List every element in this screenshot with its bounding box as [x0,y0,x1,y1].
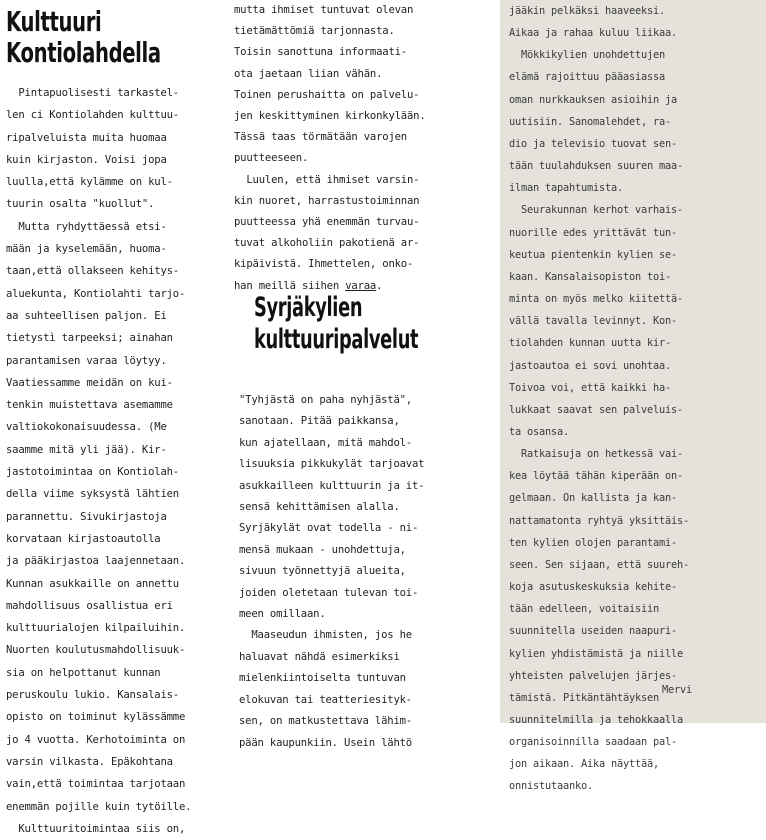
article2-col2-line: vällä tavalla levinnyt. Kon- [509,315,677,328]
article2-col1-line: sen, on matkustettava lähim- [239,715,412,728]
article1-col1-line: aa suhteellisen paljon. Ei [6,309,167,322]
article2-col2-line: Seurakunnan kerhot varhais- [509,204,683,217]
article1-col1-line: len ci Kontiolahden kulttuu- [6,109,179,122]
article2-col2-line: keutua pientenkin kylien se- [509,248,677,261]
article1-col1-line: korvataan kirjastoautolla [6,532,161,545]
article2-col1-line: "Tyhjästä on paha nyhjästä", [239,394,412,406]
article2-col1-line: elokuvan tai teatteriesityk- [239,693,412,706]
article2-col2-line: Toivoa voi, että kaikki ha- [509,381,671,394]
article1-col1-line: Kunnan asukkaille on annettu [6,577,179,590]
article1-title-line1: Kulttuuri [6,5,102,38]
article1-col2-line-text: han meillä siihen [234,279,346,292]
article2-title [254,292,418,356]
article2-col1-line: Maaseudun ihmisten, jos he [239,629,412,642]
article1-col1-line: mahdollisuus osallistua eri [6,599,173,612]
article1-col2-line: kipäivistä. Ihmettelen, onko- [234,258,414,271]
article2-col2-line: minta on myös melko kiitettä- [509,293,683,306]
article1-col1-line: opisto on toiminut kylässämme [6,711,186,724]
article2-col2-line: tiolahden kunnan uutta kir- [509,337,671,350]
article2-col2-line: kea löytää tähän kiperään on- [509,470,683,483]
article2-col2-line: jääkin pelkäksi haaveeksi. [509,5,665,17]
article2-col1-line: pään kaupunkiin. Usein lähtö [239,736,412,749]
article1-title-line2: Kontiolahdella [6,36,161,69]
article2-col2-line: uutisiin. Sanomalehdet, ra- [509,115,671,128]
article1-col1-line: parantamisen varaa löytyy. [6,354,167,367]
article1-col1-line: della viime syksystä lähtien [6,488,179,501]
article1-title [6,6,161,68]
article1-col1-line: saamme mitä yli jää). Kir- [6,443,167,456]
article2-col2-line: kylien yhdistämistä ja niille [509,647,683,660]
article2-col2-line: seen. Sen sijaan, että suureh- [509,558,689,571]
article1-col1-line: Mutta ryhdyttäessä etsi- [6,220,167,233]
article1-col2-line: tietämättömiä tarjonnasta. [234,25,395,38]
article1-col1-line: Vaatiessamme meidän on kui- [6,376,173,389]
article2-col2-line: suunnitelmilla ja tehokkaalla [509,714,683,726]
article2-col2-line: gelmaan. On kallista ja kan- [509,492,677,505]
article2-col1-line: kun ajatellaan, mitä mahdol- [239,436,412,449]
article1-col1-line: kulttuurialojen kilpailuihin. [6,622,186,635]
article2-col1-line: asukkailleen kulttuurin ja it- [239,479,425,492]
article1-col2-line: puutteeseen. [234,152,309,165]
article1-col2-line: ota jaetaan liian vähän. [234,67,383,80]
article2-col2-line: dio ja televisio tuovat sen- [509,137,677,150]
article2-col2-line: Mökkikylien unohdettujen [509,49,665,62]
article1-col1-line: tenkin muistettava asemamme [6,399,173,412]
article1-col1-line: vain,että toimintaa tarjotaan [6,778,186,791]
article2-col2-line: nuorille edes yrittävät tun- [509,226,677,239]
article2-col2-line: tään tuulahduksen suuren maa- [509,160,683,173]
article1-col1-line: jastotoimintaa on Kontiolah- [6,466,179,479]
article1-col1-line: luulla,että kylämme on kul- [6,176,173,189]
article1-col2-line: Toinen perushaitta on palvelu- [234,88,420,101]
article1-col1-line: jo 4 vuotta. Kerhotoiminta on [6,733,186,746]
line-end-punctuation: . [376,279,383,292]
article1-col1-line: ja pääkirjastoa laajennetaan. [6,555,186,568]
article2-col2-line: lukkaat saavat sen palveluis- [509,403,683,416]
article2-col1-line: mielenkiintoiselta tuntuvan [239,672,406,685]
article1-col1-line: valtiokokonaisuudessa. (Me [6,421,167,434]
article2-col1-line: sivuun työnnettyjä alueita, [239,565,406,578]
article2-col2-line: ilman tapahtumista. [509,182,623,195]
article1-col2-line: Toisin sanottuna informaati- [234,46,407,59]
article2-col2-line: yhteisten palvelujen järjes- [509,669,677,682]
signature: Mervi [662,684,692,696]
article2-col2-line: kaan. Kansalaisopiston toi- [509,270,671,283]
article1-col1-line: ripalveluista muita huomaa [6,131,167,144]
page-gutter [493,0,500,723]
article1-col2-line: puutteessa yhä enemmän turvau- [234,216,420,229]
article2-col1-line: mensä mukaan - unohdettuja, [239,543,406,556]
article1-col2-line: Tässä taas törmätään varojen [234,131,407,144]
article1-column2 [234,0,474,297]
article2-col1-line: sanotaan. Pitää paikkansa, [239,415,400,428]
article2-col2-line: organisoinnilla saadaan pal- [509,736,677,749]
article2-col1-line: meen omillaan. [239,608,326,621]
article1-col1-line: varsin vilkasta. Epäkohtana [6,755,173,768]
article2-column2 [509,0,759,798]
article2-col1-line: haluavat nähdä esimerkiksi [239,650,400,663]
article2-col2-line: suunnitella useiden naapuri- [509,625,677,638]
article1-col1-line: Kulttuuritoimintaa siis on, [6,822,186,835]
article2-title-line1: Syrjäkylien [254,292,363,323]
article1-col2-line: jen keskittyminen kirkonkylään. [234,110,426,123]
article1-col1-line: kuin kirjaston. Voisi jopa [6,153,167,166]
article1-col1-line: mään ja kyselemään, huoma- [6,243,167,256]
article2-col1-line: Syrjäkylät ovat todella - ni- [239,522,419,535]
article1-col2-line: Luulen, että ihmiset varsin- [234,173,420,186]
article2-col2-line: jastoautoa ei sovi unohtaa. [509,359,671,372]
article1-col1-line: enemmän pojille kuin tytöille. [6,800,192,813]
underlined-word: varaa [345,279,377,292]
article1-col1-line: tuurin osalta "kuollut". [6,198,155,211]
article2-title-line2: kulttuuripalvelut [254,324,419,355]
article1-col1-line: taan,että ollakseen kehitys- [6,265,179,278]
article1-col2-line: tuvat alkoholiin pakotienä ar- [234,237,420,250]
article1-col1-line: Nuorten koulutusmahdollisuuk- [6,644,186,657]
article2-col2-line: onnistutaanko. [509,780,593,793]
article2-col2-line: Ratkaisuja on hetkessä vai- [509,448,683,461]
article2-col2-line: Aikaa ja rahaa kuluu liikaa. [509,27,677,40]
article2-col1-line: joiden oletetaan tulevan toi- [239,586,419,599]
article1-column1 [6,82,218,840]
article2-col2-line: tämistä. Pitkäntähtäyksen [509,691,659,704]
article2-col2-line: oman nurkkauksen asioihin ja [509,93,677,106]
article2-col2-line: nattamatonta ryhtyä yksittäis- [509,514,689,527]
article2-col2-line: koja asutuskeskuksia kehite- [509,581,677,594]
article2-col2-line: tään edelleen, voitaisiin [509,603,659,616]
article1-col2-line: kin nuoret, harrastustoiminnan [234,194,420,207]
article2-col2-line: jon aikaan. Aika näyttää, [509,758,659,771]
article2-col2-line: elämä rajoittuu pääasiassa [509,71,665,84]
article2-col1-line: sensä kehittämisen alalla. [239,501,400,514]
article1-col1-line: sia on helpottanut kunnan [6,666,161,679]
article1-col2-line: mutta ihmiset tuntuvat olevan [234,4,414,16]
article1-col1-line: tietystì tarpeeksi; ainahan [6,332,173,345]
article2-col2-line: ta osansa. [509,425,569,438]
article1-col1-line: parannettu. Sivukirjastoja [6,510,167,523]
article1-col1-line: Pintapuolisesti tarkastel- [6,87,179,99]
article2-col2-line: ten kylien olojen parantami- [509,536,677,549]
article2-col1-line: lisuuksia pikkukylät tarjoavat [239,458,425,471]
article1-col1-line: peruskoulu lukio. Kansalais- [6,689,179,702]
article1-col1-line: aluekunta, Kontiolahti tarjo- [6,287,186,300]
article2-column1 [239,390,479,754]
